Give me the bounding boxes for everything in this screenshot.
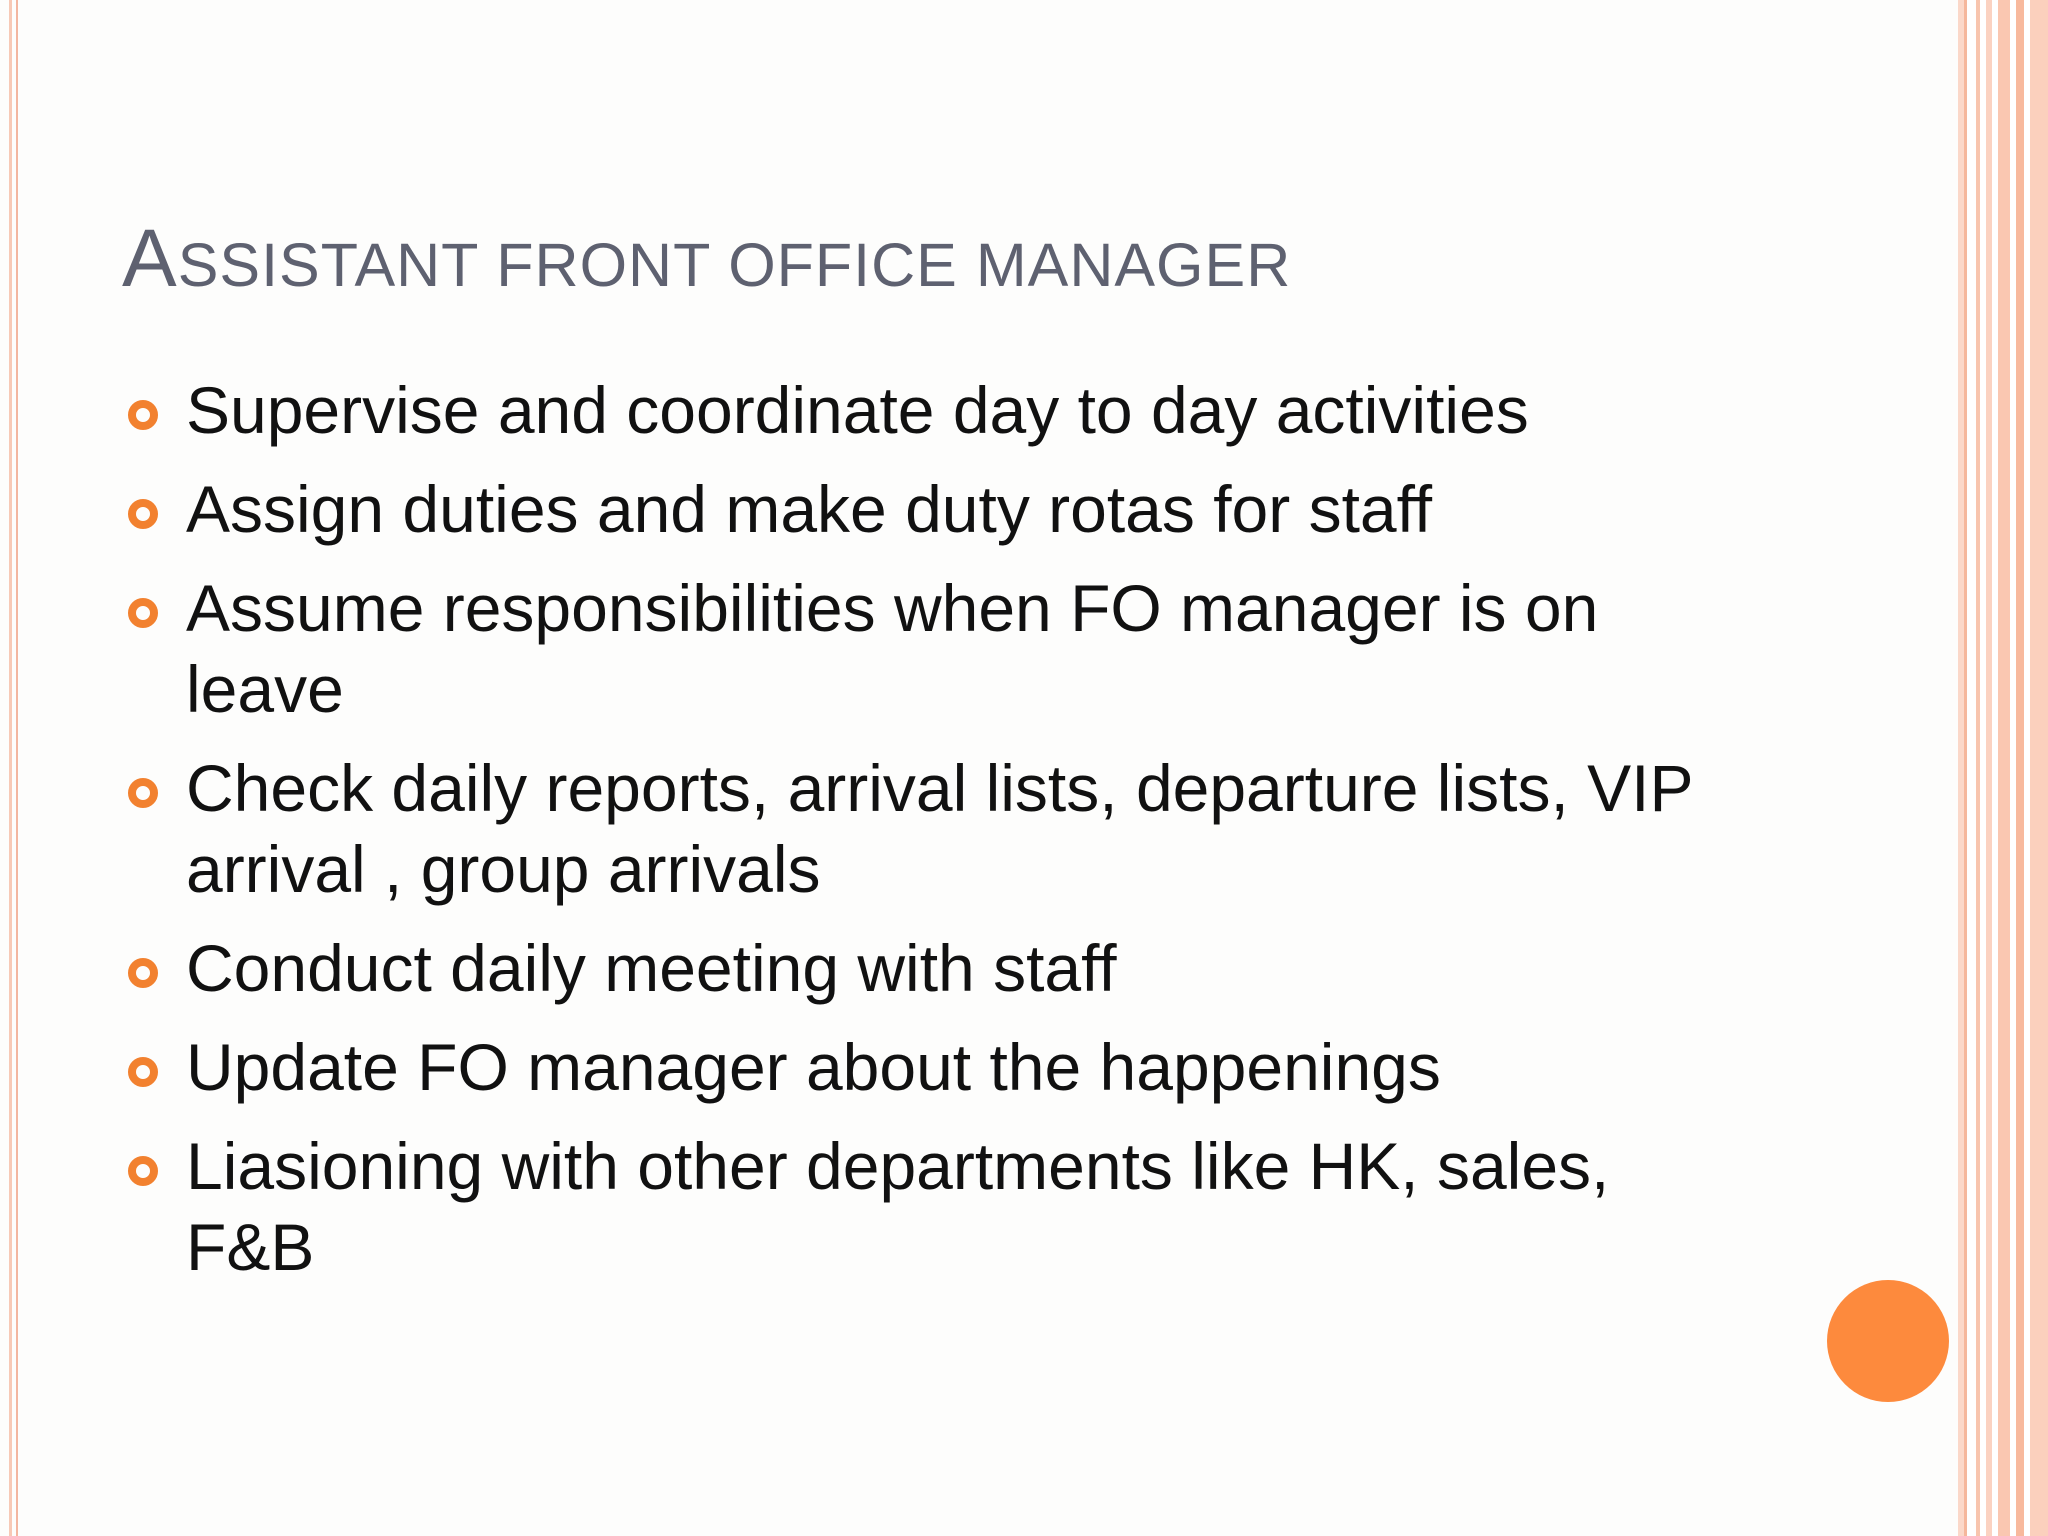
right-stripe — [2030, 0, 2048, 1536]
bullet-item — [124, 469, 1724, 550]
right-stripe — [1964, 0, 1967, 1536]
ring-bullet-icon — [128, 958, 158, 988]
bullet-text: Update FO manager about the happenings — [186, 1030, 1441, 1104]
bullet-item — [124, 1126, 1724, 1288]
slide-title-initial: A — [122, 213, 178, 304]
orange-circle-decoration — [1827, 1280, 1949, 1402]
right-stripe — [1976, 0, 1980, 1536]
ring-bullet-icon — [128, 598, 158, 628]
bullet-list — [124, 370, 1724, 1306]
bullet-text: Assign duties and make duty rotas for staff — [186, 472, 1433, 546]
bullet-text: Conduct daily meeting with staff — [186, 931, 1117, 1005]
ring-bullet-icon — [128, 400, 158, 430]
right-stripe — [1986, 0, 1992, 1536]
left-border-line — [9, 0, 12, 1536]
bullet-item — [124, 568, 1724, 730]
right-stripe — [2016, 0, 2024, 1536]
ring-bullet-icon — [128, 1057, 158, 1087]
bullet-item — [124, 1027, 1724, 1108]
ring-bullet-icon — [128, 778, 158, 808]
ring-bullet-icon — [128, 499, 158, 529]
bullet-text: Supervise and coordinate day to day activities — [186, 373, 1529, 447]
bullet-item — [124, 748, 1724, 910]
slide-title — [122, 212, 1291, 306]
slide-title-rest: SSISTANT FRONT OFFICE MANAGER — [177, 231, 1292, 299]
bullet-text: Liasioning with other departments like HK, sales, F&B — [186, 1129, 1610, 1284]
bullet-text: Assume responsibilities when FO manager is on leave — [186, 571, 1599, 726]
ring-bullet-icon — [128, 1156, 158, 1186]
bullet-item — [124, 928, 1724, 1009]
bullet-item — [124, 370, 1724, 451]
right-stripe — [1998, 0, 2010, 1536]
bullet-text: Check daily reports, arrival lists, departure lists, VIP arrival , group arrivals — [186, 751, 1693, 906]
left-border-line — [16, 0, 18, 1536]
